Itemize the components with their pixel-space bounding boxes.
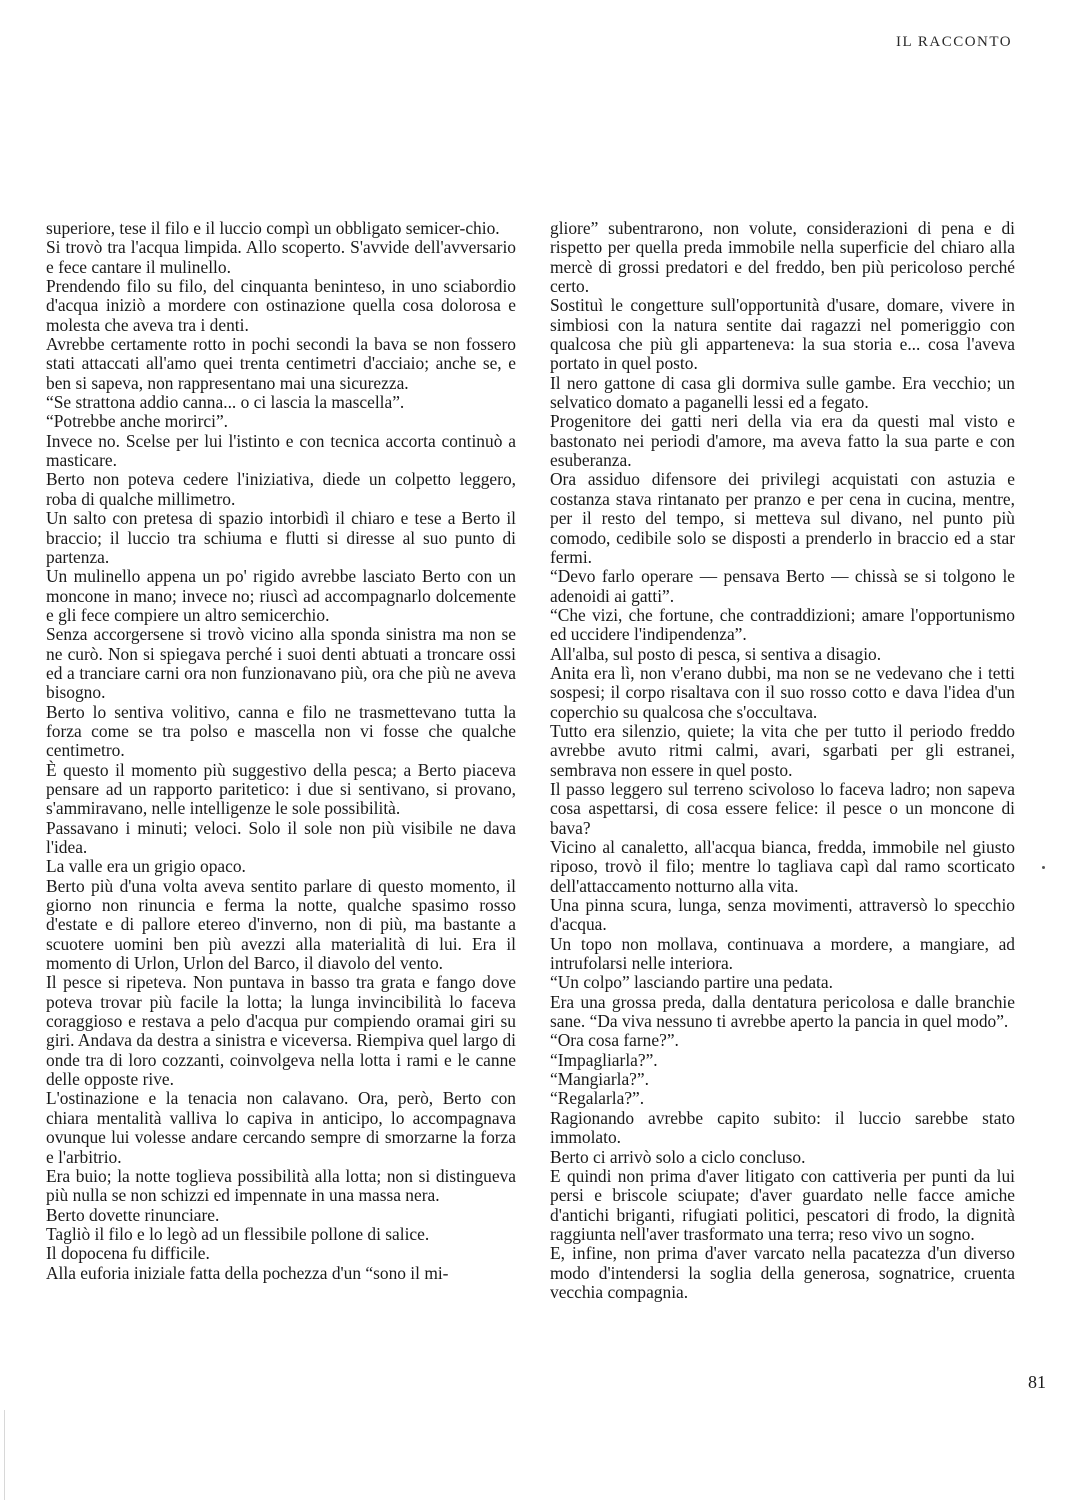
paragraph: Vicino al canaletto, all'acqua bianca, fredda, immobile nel giusto riposo, trovò il filo; mentre lo tagliava capì dal ramo scorticato dell'attaccamento notturno alla vita. (550, 837, 1015, 896)
paragraph: Invece no. Scelse per lui l'istinto e con tecnica accorta continuò a masticare. (46, 430, 516, 471)
paragraph: Anita era lì, non v'erano dubbi, ma non se ne vedevano che i tetti sospesi; il corpo risaltava con il suo rosso cotto e dava l'idea d'un coperchio su qualcosa che s'occultava. (550, 662, 1015, 722)
paragraph: Berto lo sentiva volitivo, canna e filo ne trasmettevano tutta la forza come se tra polso e mascella non vi fosse che qualche centimetro. (46, 701, 516, 761)
paragraph: Ora assiduo difensore dei privilegi acquistati con astuzia e costanza stava rintanato per pranzo e per cena in cucina, mentre, per il resto del tempo, si metteva sul divano, nel punto più comodo, cedibile solo se disposti a prenderlo in braccio ed a star fermi. (550, 469, 1015, 567)
paragraph: “Se strattona addio canna... o ci lascia la mascella”. (46, 392, 405, 413)
paragraph: Senza accorgersene si trovò vicino alla sponda sinistra ma non se ne curò. Non si spiegava perché i suoi denti abtuati a troncare ossi ed a tranciare carni ora non funzionavano più, ora che più ne aveva bisogno. (46, 624, 516, 703)
paragraph: Tagliò il filo e lo legò ad un flessibile pollone di salice. (46, 1223, 430, 1244)
paragraph: Un mulinello appena un po' rigido avrebbe lasciato Berto con un moncone in mano; invece no; riuscì ad accompagnarlo dolcemente e gli fece compiere un altro semicerchio. (46, 566, 516, 625)
scan-edge-line (4, 1410, 5, 1500)
paragraph: Tutto era silenzio, quiete; la vita che per tutto il periodo freddo avrebbe avuto ritmi calmi, avari, sgarbati per gli estranei, sembrava non essere in quel posto. (550, 720, 1015, 780)
paragraph: Il passo leggero sul terreno scivoloso lo faceva ladro; non sapeva cosa aspettarsi, di cosa essere felice: il pesce o un moncone di bava? (550, 778, 1015, 838)
paragraph: Si trovò tra l'acqua limpida. Allo scoperto. S'avvide dell'avversario e fece cantare il mulinello. (46, 237, 516, 277)
paragraph: Il nero gattone di casa gli dormiva sulle gambe. Era vecchio; un selvatico domato a paganelli lessi ed a fegato. (550, 372, 1015, 413)
paragraph: Berto dovette rinunciare. (46, 1204, 220, 1225)
paragraph: Ragionando avrebbe capito subito: il luccio sarebbe stato immolato. (550, 1107, 1015, 1148)
paragraph: “Che vizi, che fortune, che contraddizioni; amare l'opportunismo ed uccidere l'indipendenza”. (550, 604, 1015, 645)
paragraph: “Potrebbe anche morirci”. (46, 411, 229, 432)
paragraph: E quindi non prima d'aver litigato con cattiveria per punti da lui persi e briscole sciupate; d'aver guardato nelle facce amiche d'antichi briganti, rifugiati politici, pescatori di frodo, la dignità raggiunta nell'aver trasformato una terra; reso vivo un sogno. (550, 1165, 1015, 1244)
paragraph: “Impagliarla?”. (550, 1049, 658, 1070)
paragraph: “Ora cosa farne?”. (550, 1030, 679, 1051)
paragraph: “Un colpo” lasciando partire una pedata. (550, 972, 833, 993)
paragraph: Era buio; la notte toglieva possibilità alla lotta; non si distingueva più nulla se non schizzi ed impennate in una massa nera. (46, 1165, 516, 1206)
paragraph: Avrebbe certamente rotto in pochi secondi la bava se non fossero stati attaccati all'amo quei trenta centimetri d'acciaio; anche se, e ben si sapeva, non rappresentano mai una sicurezza. (46, 334, 516, 393)
scan-speck (1042, 866, 1045, 869)
paragraph: Berto non poteva cedere l'iniziativa, diede un colpetto leggero, roba di qualche millimetro. (46, 469, 516, 509)
paragraph: Progenitore dei gatti neri della via era da questi mal visto e bastonato nei periodi d'amore, ma aveva fatto la sua parte e con esuberanza. (550, 411, 1015, 471)
paragraph: Una pinna scura, lunga, senza movimenti, attraversò lo specchio d'acqua. (550, 895, 1015, 935)
page-number: 81 (1028, 1372, 1046, 1392)
paragraph: Il dopocena fu difficile. (46, 1243, 210, 1264)
paragraph: Berto più d'una volta aveva sentito parlare di questo momento, il giorno non rinuncia e ferma la notte, qualche spasimo rosso d'estate e di pallore etereo d'inverno, non di più, ma bastante a scuotere uomini ben più avezzi alla materialità di lui. Era il momento di Urlon, Urlon del Barco, il diavolo del vento. (46, 875, 516, 974)
paragraph: Sostituì le congetture sull'opportunità d'usare, domare, vivere in simbiosi con la natura sentite dai ragazzi nel pomeriggio con qualcosa che più gli apparteneva: la sua storia e... cosa l'aveva portato in quel posto. (550, 295, 1015, 374)
paragraph: Passavano i minuti; veloci. Solo il sole non più visibile ne dava l'idea. (46, 817, 516, 857)
paragraph: L'ostinazione e la tenacia non calavano. Ora, però, Berto con chiara mentalità valliva lo capiva in anticipo, lo accompagnava ovunque lui volesse andare cercando sempre di smorzarne la forza e l'arbitrio. (46, 1088, 516, 1167)
running-header: IL RACCONTO (896, 34, 1013, 50)
paragraph: “Regalarla?”. (550, 1088, 645, 1109)
paragraph: Un topo non mollava, continuava a mordere, a mangiare, ad intrufolarsi nelle interiora. (550, 933, 1015, 974)
paragraph: superiore, tese il filo e il luccio compì un obbligato semicer-chio. (46, 218, 500, 238)
paragraph: Era una grossa preda, dalla dentatura pericolosa e dalle branchie sane. “Da viva nessuno ti avrebbe aperto la pancia in quel modo”. (550, 991, 1015, 1032)
paragraph: Un salto con pretesa di spazio intorbidì il chiaro e tese a Berto il braccio; il luccio tra schiuma e flutti si diresse al suo punto di partenza. (46, 508, 516, 567)
paragraph: Alla euforia iniziale fatta della pochezza d'un “sono il mi- (46, 1262, 449, 1283)
paragraph: È questo il momento più suggestivo della pesca; a Berto piaceva pensare ad un rapporto paritetico: i due si sentivano, si provano, s'ammiravano, nelle intelligenze le sole possibilità. (46, 759, 516, 819)
paragraph: La valle era un grigio opaco. (46, 856, 246, 877)
paragraph: Prendendo filo su filo, del cinquanta beninteso, in uno sciabordio d'acqua iniziò a mordere con ostinazione quella cosa dolorosa e molesta che aveva tra i denti. (46, 276, 516, 335)
paragraph: “Devo farlo operare — pensava Berto — chissà se si tolgono le adenoidi ai gatti”. (550, 566, 1015, 606)
right-text-column (550, 219, 1015, 1302)
left-text-column (46, 219, 516, 1283)
paragraph: gliore” subentrarono, non volute, considerazioni di pena e di rispetto per quella preda immobile nella superficie del chiaro alla mercè di grossi predatori e del freddo, ben più pericoloso perché certo. (550, 218, 1015, 297)
paragraph: All'alba, sul posto di pesca, si sentiva a disagio. (550, 643, 882, 664)
paragraph: Il pesce si ripeteva. Non puntava in basso tra grata e fango dove poteva trovar più facile la lotta; la lunga invincibilità lo faceva coraggioso e restava a pelo d'acqua pur compiendo oramai giri su giri. Andava da destra a sinistra e viceversa. Riempiva quel largo di onde tra di loro cozzanti, coinvolgeva nella lotta i rami e le canne delle opposte rive. (46, 972, 516, 1090)
paragraph: E, infine, non prima d'aver varcato nella pacatezza d'un diverso modo d'intendersi la soglia della generosa, sognatrice, cruenta vecchia compagnia. (550, 1243, 1015, 1302)
paragraph: “Mangiarla?”. (550, 1069, 649, 1090)
paragraph: Berto ci arrivò solo a ciclo concluso. (550, 1146, 806, 1167)
